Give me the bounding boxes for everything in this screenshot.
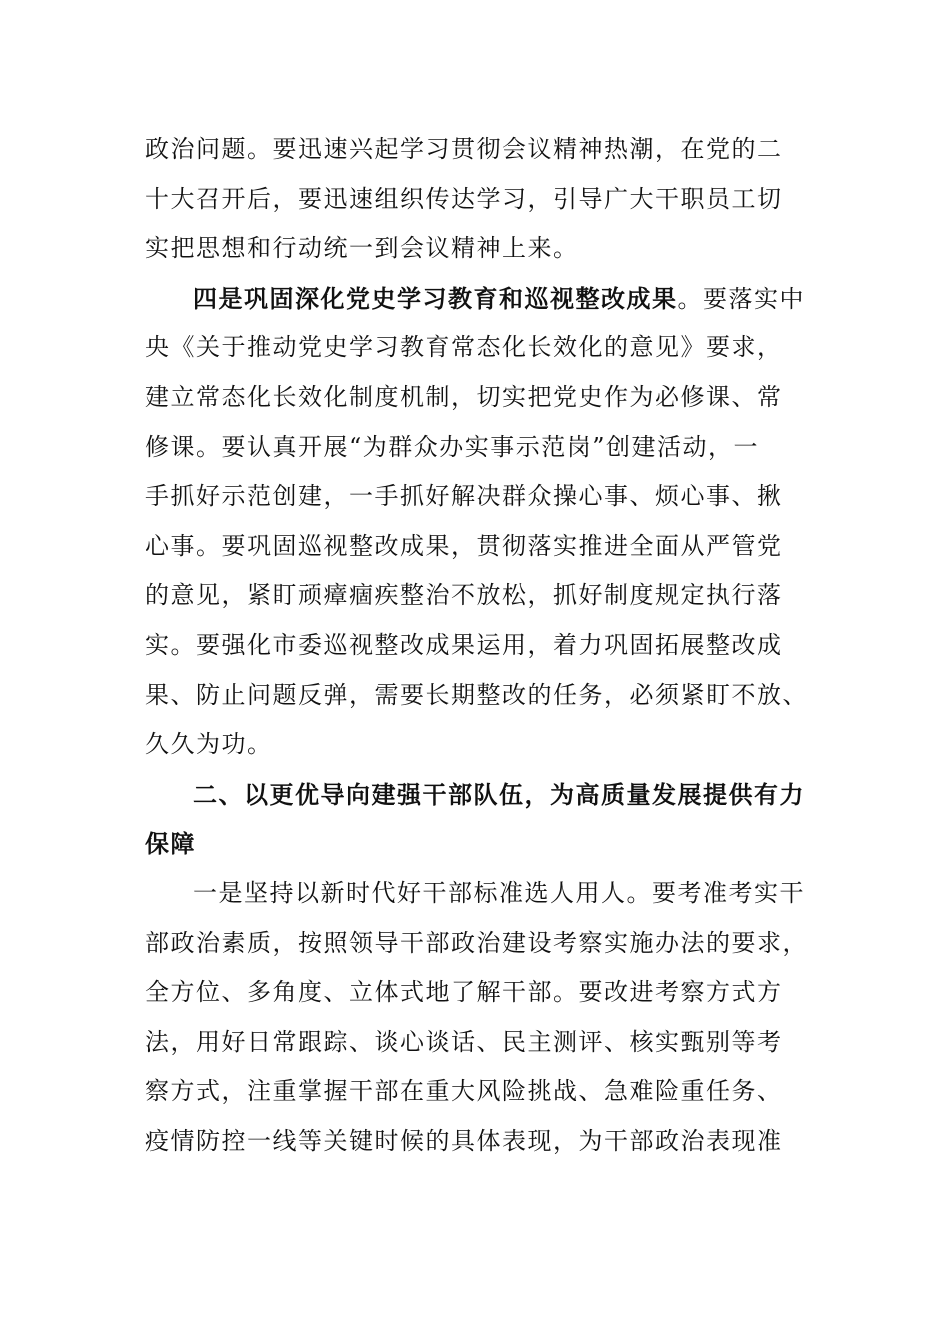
- paragraph-heading: 四是巩固深化党史学习教育和巡视整改成果: [193, 283, 678, 313]
- text-line: 的意见，紧盯顽瘴痼疾整治不放松，抓好制度规定执行落: [145, 581, 783, 610]
- text-line: 实。要强化市委巡视整改成果运用，着力巩固拓展整改成: [145, 630, 783, 659]
- section-heading: 二、以更优导向建强干部队伍，为高质量发展提供有力: [193, 779, 805, 809]
- text-line: 果、防止问题反弹，需要长期整改的任务，必须紧盯不放、: [145, 680, 808, 709]
- text-line: 察方式，注重掌握干部在重大风险挑战、急难险重任务、: [145, 1077, 783, 1106]
- text-line: 实把思想和行动统一到会议精神上来。: [145, 234, 579, 263]
- text-line: 政治问题。要迅速兴起学习贯彻会议精神热潮，在党的二: [145, 135, 783, 163]
- paragraph-text: 。要落实中: [677, 284, 805, 313]
- text-line: 疫情防控一线等关键时候的具体表现，为干部政治表现准: [145, 1126, 783, 1155]
- text-line: 久久为功。: [145, 730, 273, 759]
- text-line: 全方位、多角度、立体式地了解干部。要改进考察方式方: [145, 978, 783, 1007]
- text-line: 部政治素质，按照领导干部政治建设考察实施办法的要求，: [145, 928, 808, 957]
- text-line: 手抓好示范创建，一手抓好解决群众操心事、烦心事、揪: [145, 482, 783, 511]
- text-line: 十大召开后，要迅速组织传达学习，引导广大干职员工切: [145, 184, 783, 213]
- paragraph-first-line: 一是坚持以新时代好干部标准选人用人。要考准考实干: [193, 878, 805, 907]
- text-line: 央《关于推动党史学习教育常态化长效化的意见》要求，: [145, 333, 783, 362]
- text-line: 修课。要认真开展“为群众办实事示范岗”创建活动，一: [145, 432, 760, 461]
- section-heading-continued: 保障: [145, 829, 196, 859]
- text-line: 建立常态化长效化制度机制，切实把党史作为必修课、常: [145, 382, 783, 411]
- text-line: 法，用好日常跟踪、谈心谈话、民主测评、核实甄别等考: [145, 1027, 783, 1056]
- paragraph-4-first-line: [145, 274, 805, 324]
- document-body: [145, 125, 808, 1166]
- text-line: 心事。要巩固巡视整改成果，贯彻落实推进全面从严管党: [145, 531, 783, 560]
